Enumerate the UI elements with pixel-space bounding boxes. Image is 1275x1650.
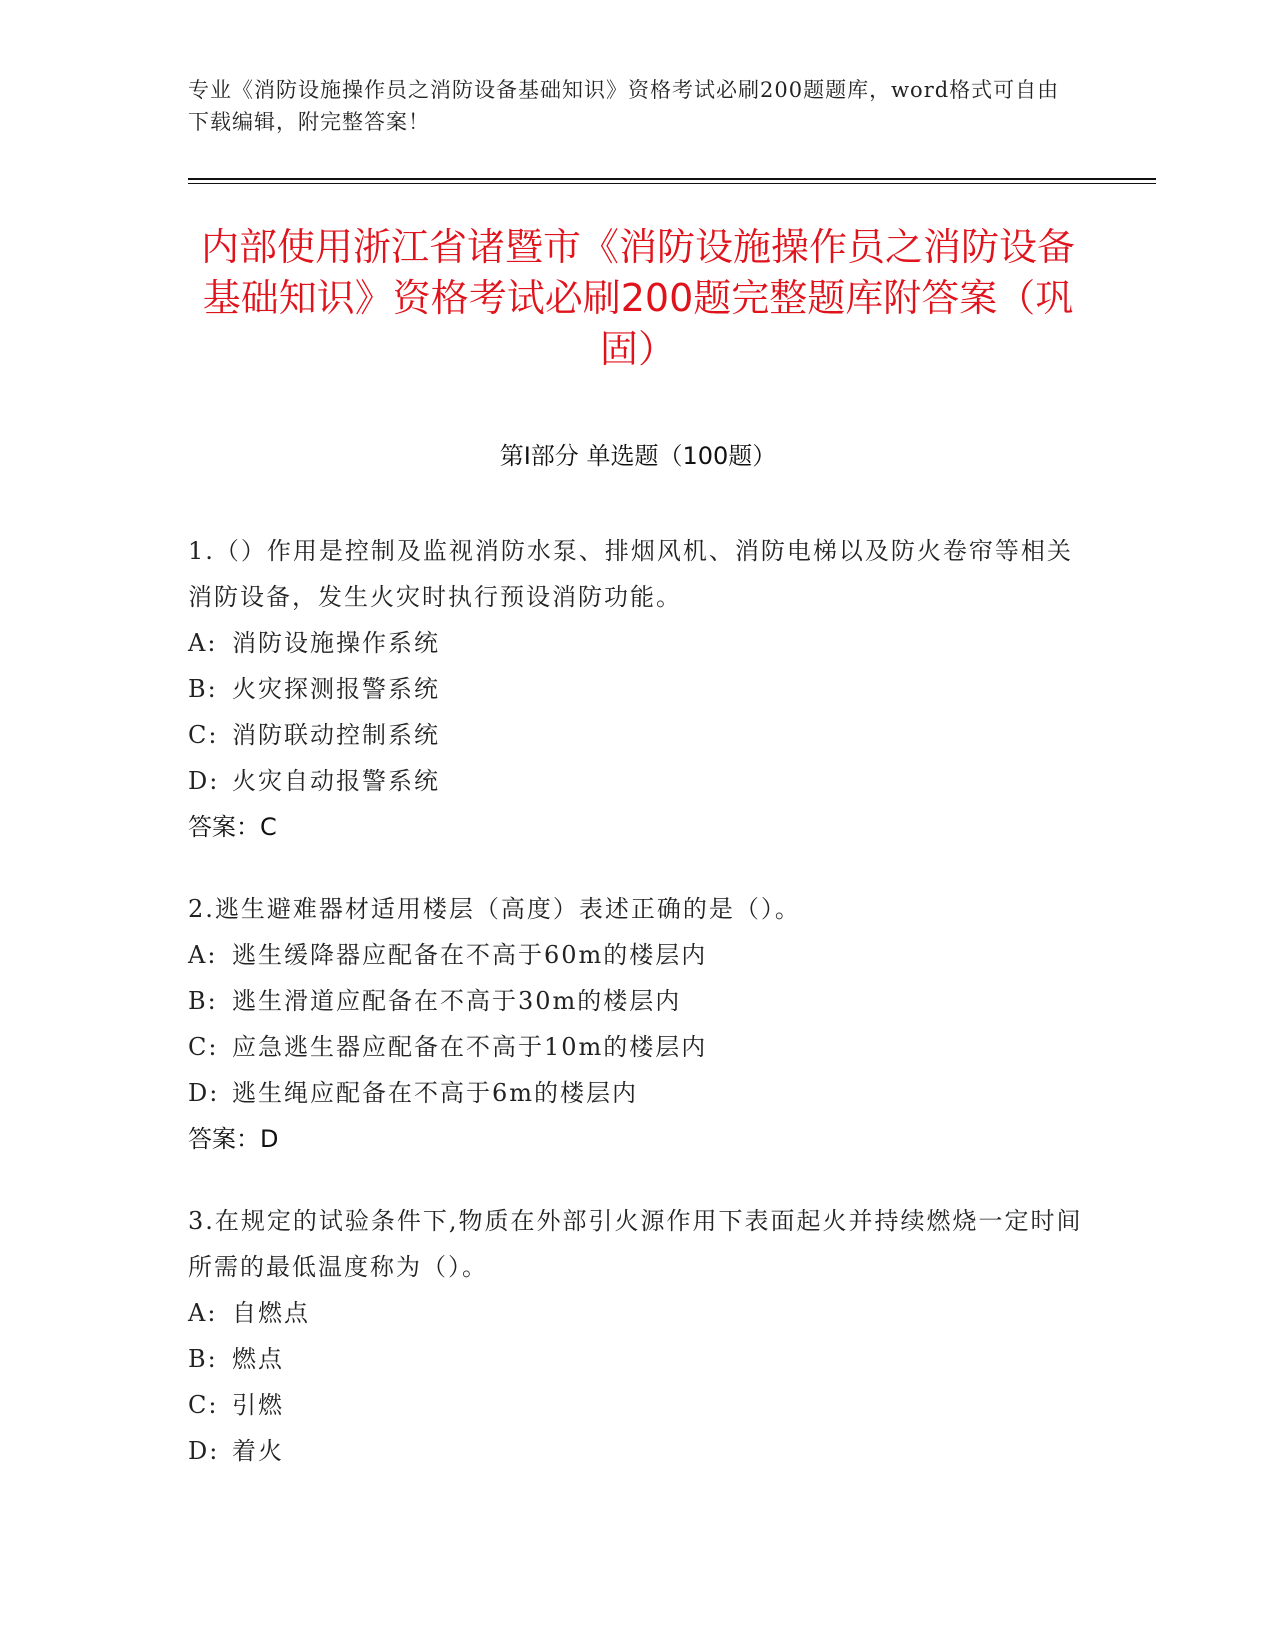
option-d <box>188 1070 1088 1116</box>
option-text: 火灾自动报警系统 <box>232 767 440 795</box>
option-b <box>188 978 1088 1024</box>
question-stem: 2.逃生避难器材适用楼层（高度）表述正确的是（）。 <box>188 895 801 923</box>
question-1 <box>188 528 1088 850</box>
option-key: B: <box>188 1345 218 1373</box>
question-stem: 3.在规定的试验条件下,物质在外部引火源作用下表面起火并持续燃烧一定时间所需的最低温度称为（）。 <box>188 1207 1083 1281</box>
option-text: 火灾探测报警系统 <box>232 675 440 703</box>
header-note: 专业《消防设施操作员之消防设备基础知识》资格考试必刷200题题库，word格式可自由下载编辑，附完整答案！ <box>188 78 1060 134</box>
option-key: B: <box>188 987 218 1015</box>
option-a <box>188 620 1088 666</box>
question-stem: 1.（）作用是控制及监视消防水泵、排烟风机、消防电梯以及防火卷帘等相关消防设备，发生火灾时执行预设消防功能。 <box>188 537 1073 611</box>
option-text: 消防联动控制系统 <box>232 721 440 749</box>
header-rule-thick <box>188 178 1156 180</box>
option-b <box>188 1336 1088 1382</box>
option-text: 逃生滑道应配备在不高于30m的楼层内 <box>232 987 682 1015</box>
answer-line: 答案：C <box>188 813 277 841</box>
answer-line: 答案：D <box>188 1125 279 1153</box>
option-text: 消防设施操作系统 <box>232 629 440 657</box>
option-key: D: <box>188 1437 220 1465</box>
option-text: 着火 <box>232 1437 284 1465</box>
option-b <box>188 666 1088 712</box>
header-rule-thin <box>188 183 1156 184</box>
option-a <box>188 1290 1088 1336</box>
option-text: 引燃 <box>232 1391 284 1419</box>
option-c <box>188 1024 1088 1070</box>
option-text: 应急逃生器应配备在不高于10m的楼层内 <box>232 1033 708 1061</box>
question-2 <box>188 886 1088 1162</box>
option-d <box>188 1428 1088 1474</box>
option-c <box>188 1382 1088 1428</box>
option-key: A: <box>188 629 218 657</box>
document-title: 内部使用浙江省诸暨市《消防设施操作员之消防设备基础知识》资格考试必刷200题完整题库附答案（巩固） <box>200 225 1075 371</box>
question-list <box>188 528 1088 1510</box>
option-key: D: <box>188 767 220 795</box>
question-3 <box>188 1198 1088 1474</box>
option-c <box>188 712 1088 758</box>
option-key: A: <box>188 1299 218 1327</box>
option-a <box>188 932 1088 978</box>
option-key: C: <box>188 1033 219 1061</box>
option-key: B: <box>188 675 218 703</box>
option-text: 自燃点 <box>232 1299 310 1327</box>
option-key: D: <box>188 1079 220 1107</box>
option-key: C: <box>188 1391 219 1419</box>
section-title: 第Ⅰ部分 单选题（100题） <box>499 442 777 470</box>
option-key: A: <box>188 941 218 969</box>
option-key: C: <box>188 721 219 749</box>
option-text: 逃生缓降器应配备在不高于60m的楼层内 <box>232 941 708 969</box>
option-text: 逃生绳应配备在不高于6m的楼层内 <box>232 1079 639 1107</box>
option-text: 燃点 <box>232 1345 284 1373</box>
option-d <box>188 758 1088 804</box>
